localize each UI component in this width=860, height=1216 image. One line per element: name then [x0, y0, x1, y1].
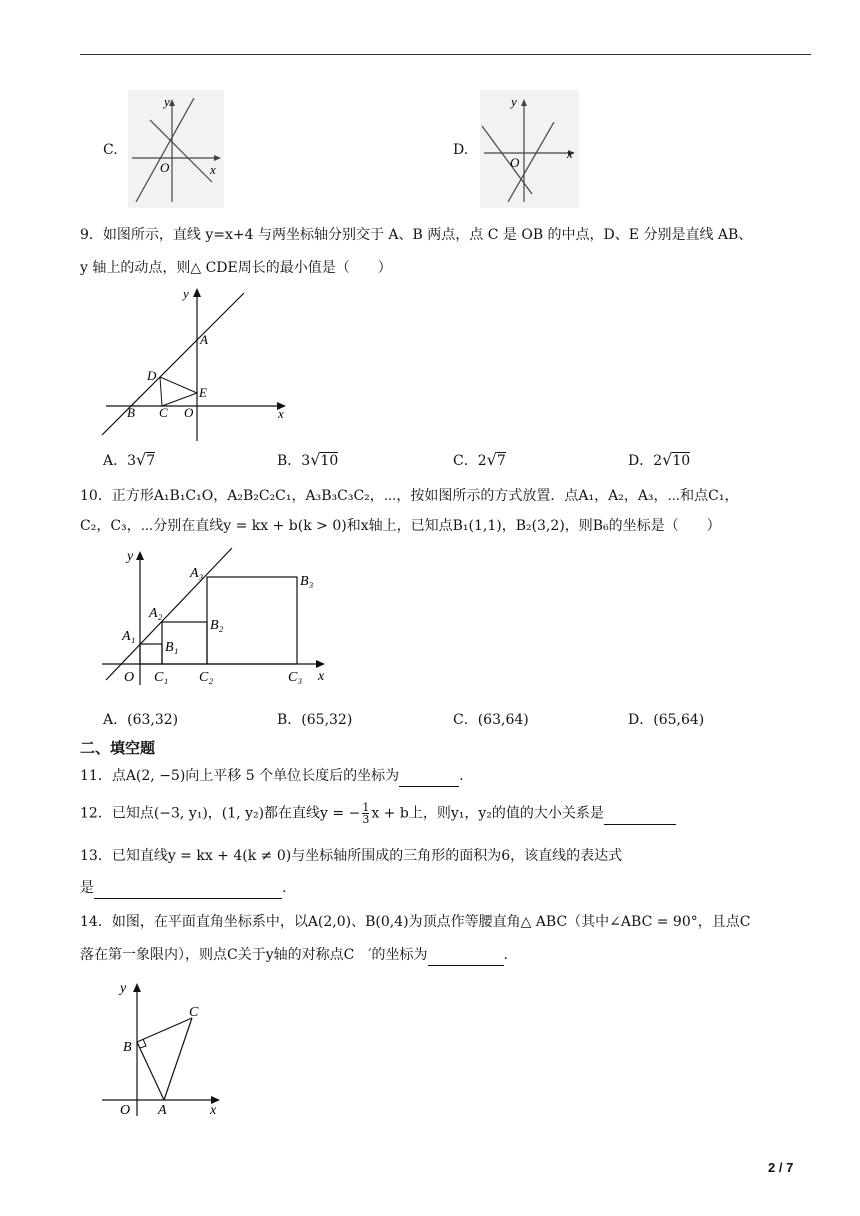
header-rule — [80, 54, 811, 55]
q8-option-d-graph — [480, 90, 579, 208]
q14-point-a: A — [158, 1103, 167, 1118]
q14-point-b: B — [123, 1040, 132, 1055]
q10-origin: O — [124, 670, 135, 685]
q10-point-b3: B₃ — [300, 574, 314, 589]
q9-option-c: C．2√7 — [453, 450, 506, 469]
q9-option-a: A．3√7 — [103, 450, 156, 469]
q9-origin: O — [184, 405, 194, 420]
page-number: 2 / 7 — [768, 1160, 794, 1175]
q9-y-label: y — [183, 286, 189, 301]
q9-option-d: D．2√10 — [628, 450, 691, 469]
q9-point-a: A — [200, 332, 208, 347]
q10-stem-line1: 10．正方形A₁B₁C₁O，A₂B₂C₂C₁，A₃B₃C₃C₂，⋯，按如图所示的方式放置．点A₁，A₂，A₃，⋯和点C₁， — [80, 488, 739, 504]
q8d-x-label: x — [567, 146, 573, 161]
q10-x-label: x — [318, 669, 325, 684]
q14-answer-blank[interactable] — [428, 951, 504, 966]
q10-option-c: C．(63,64) — [453, 712, 529, 728]
q13-stem-line2: 是 . — [80, 877, 286, 899]
q8c-y-label: y — [164, 94, 170, 109]
q10-point-c3: C₃ — [288, 670, 303, 685]
section-title-fill-in: 二、填空题 — [80, 739, 156, 757]
q8-option-d-label: D. — [453, 142, 469, 158]
q10-point-c1: C₁ — [154, 670, 169, 685]
q14-point-c: C — [189, 1005, 199, 1020]
q9-x-label: x — [278, 406, 284, 421]
q8c-x-label: x — [210, 162, 216, 177]
q10-option-a: A．(63,32) — [103, 712, 179, 728]
q10-option-b: B．(65,32) — [277, 712, 353, 728]
q9-stem-line1: 9．如图所示，直线 y=x+4 与两坐标轴分别交于 A、B 两点，点 C 是 OB 的中点，D、E 分别是直线 AB、 — [80, 227, 753, 243]
q14-stem-line2: 落在第一象限内），则点C关于y轴的对称点C ′的坐标为 . — [80, 944, 508, 966]
q10-y-label: y — [127, 549, 134, 564]
q10-option-d: D．(65,64) — [628, 712, 705, 728]
q10-point-b2: B₂ — [210, 618, 224, 633]
q10-point-a1: A₁ — [122, 629, 136, 644]
q14-figure — [98, 976, 228, 1118]
q9-point-d: D — [147, 368, 157, 383]
q9-point-b: B — [127, 405, 135, 420]
q10-point-a2: A₂ — [149, 606, 163, 621]
q10-point-b1: B₁ — [165, 640, 179, 655]
q8d-origin-label: O — [510, 155, 520, 170]
q11-stem: 11．点A(2, −5)向上平移 5 个单位长度后的坐标为 . — [80, 765, 464, 787]
q9-point-c: C — [159, 405, 168, 420]
q13-answer-blank[interactable] — [94, 884, 282, 899]
q12-stem: 12．已知点(−3, y₁)，(1, y₂)都在直线y = − $\frac{1}{3}$ x + b上，则y₁，y₂的值的大小关系是 — [80, 802, 676, 825]
q8-option-c-graph — [128, 90, 224, 208]
q9-point-e: E — [199, 385, 207, 400]
q8c-origin-label: O — [160, 160, 170, 175]
q14-stem-line1: 14．如图，在平面直角坐标系中，以A(2,0)、B(0,4)为顶点作等腰直角△ ABC（其中∠ABC = 90°，且点C — [80, 914, 751, 930]
q12-answer-blank[interactable] — [604, 810, 676, 825]
q10-point-c2: C₂ — [199, 670, 214, 685]
q8d-y-label: y — [511, 94, 517, 109]
q13-stem-line1: 13．已知直线y = kx + 4(k ≠ 0)与坐标轴所围成的三角形的面积为6，该直线的表达式 — [80, 848, 623, 864]
q14-y-label: y — [120, 981, 127, 996]
q9-figure — [98, 284, 298, 444]
q10-stem-line2: C₂，C₃，⋯分别在直线y = kx + b(k > 0)和x轴上，已知点B₁(1,1)，B₂(3,2)，则B₆的坐标是（ ） — [80, 518, 721, 534]
q14-origin: O — [120, 1103, 131, 1118]
q8-option-c-label: C. — [103, 142, 118, 158]
q9-option-b: B．3√10 — [277, 450, 339, 469]
q14-x-label: x — [210, 1103, 217, 1118]
q10-point-a3: A₃ — [190, 566, 204, 581]
q9-stem-line2: y 轴上的动点，则△ CDE周长的最小值是（ ） — [80, 260, 392, 276]
q11-answer-blank[interactable] — [399, 772, 459, 787]
q10-figure — [98, 540, 338, 690]
